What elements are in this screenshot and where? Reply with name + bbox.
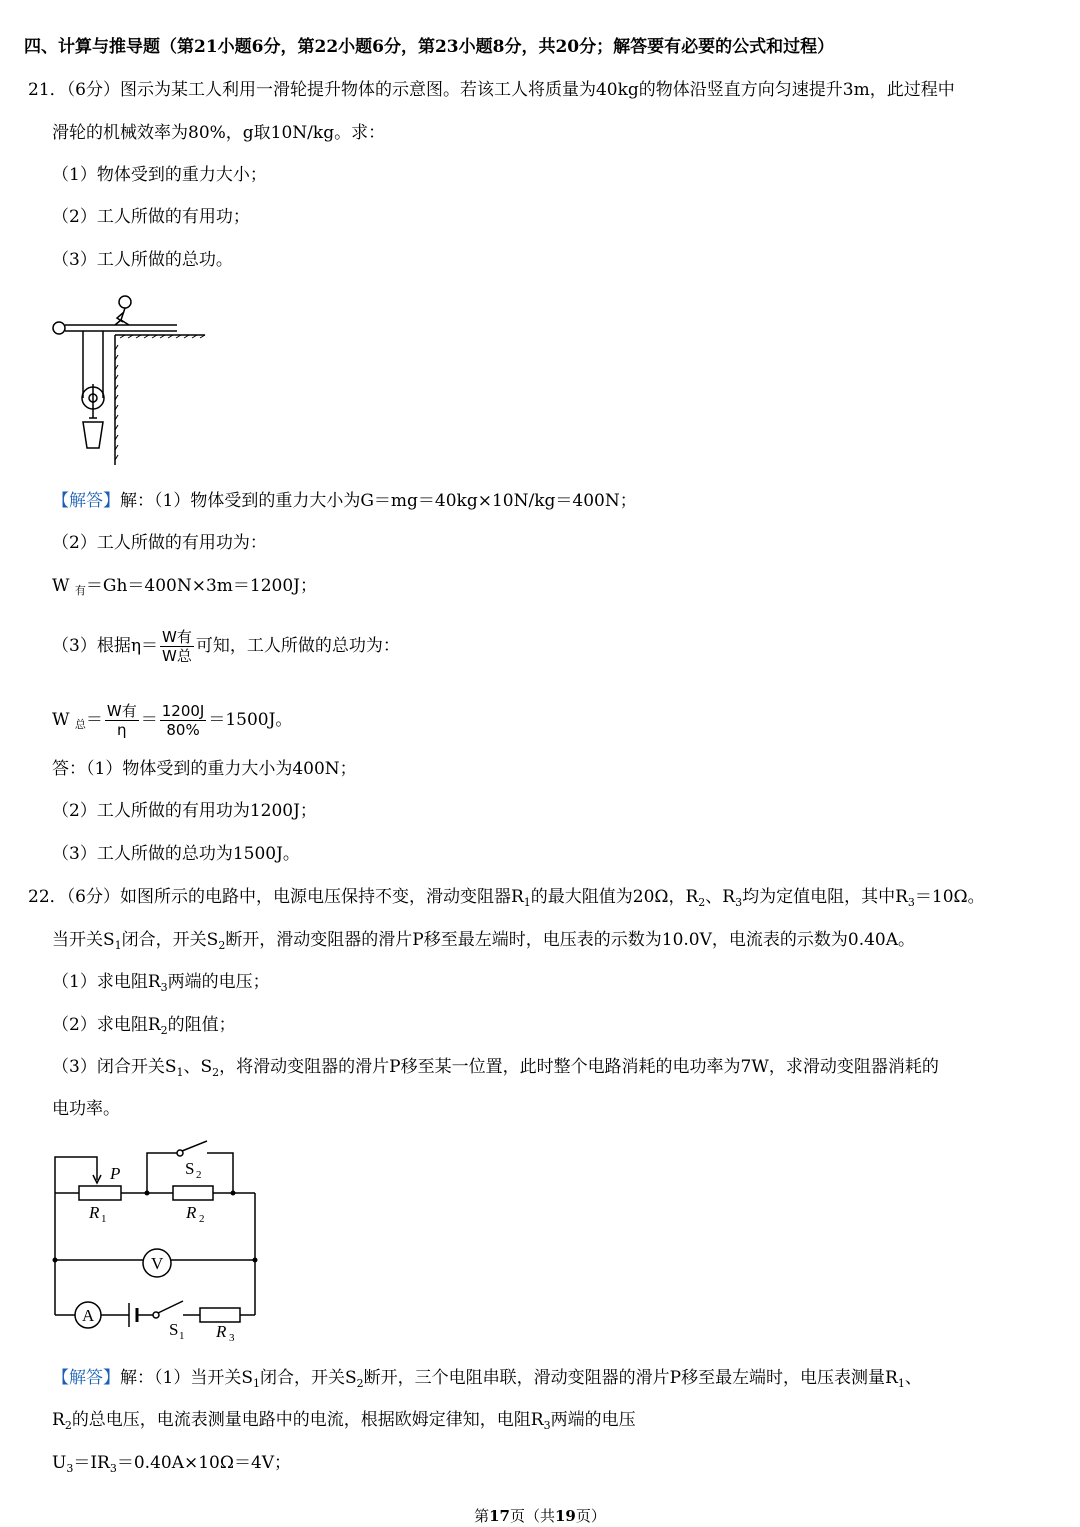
t: 、S [183,1057,213,1077]
q22-sub3 [52,1056,939,1078]
q22-solution-line3 [52,1452,291,1474]
subscript: 2 [356,1377,364,1390]
fraction-numerator: W有 [162,628,192,646]
subscript: 3 [735,896,743,909]
answer-tag: 【解答】 [52,491,120,511]
label-r1: R [89,1203,100,1222]
label-s2-sub: 2 [196,1169,202,1181]
q21-stem-line2: 滑轮的机械效率为80%，g取10N/kg。求： [52,123,386,143]
q21-answer-line2: （2）工人所做的有用功为1200J； [52,801,317,821]
q21-solution-line4 [52,624,400,668]
t: 断开，三个电阻串联，滑动变阻器的滑片P移至最左端时，电压表测量R [363,1368,898,1388]
t: 的最大阻值为20Ω，R [530,887,699,907]
label-s1: S [169,1320,179,1339]
label-r3: R [216,1322,227,1341]
t: 22．（6分）如图所示的电路中，电源电压保持不变，滑动变阻器R [28,887,524,907]
t: 断开，滑动变阻器的滑片P移至最左端时，电压表的示数为10.0V，电流表的示数为0.40A。 [225,930,916,950]
q21-sol3-rest: ＝Gh＝400N×3m＝1200J； [85,576,318,596]
ammeter-label: A [82,1306,95,1325]
subscript: 3 [543,1419,551,1432]
page-number: 17 [489,1507,510,1525]
label-r1-sub: 1 [101,1213,107,1225]
t: 、R [705,887,736,907]
t: U [52,1453,67,1473]
q22-solution-line2 [52,1409,636,1431]
t: ＝0.40A×10Ω＝4V； [116,1453,292,1473]
label-r3-sub: 3 [229,1332,235,1344]
t: 均为定值电阻，其中R [742,887,908,907]
t: 解：（1）当开关S [120,1368,253,1388]
equals: ＝ [85,710,103,730]
q21-answer-line3: （3）工人所做的总功为1500J。 [52,844,300,864]
pulley-diagram [45,290,215,470]
q21-sol4-pre: （3）根据η＝ [52,636,159,656]
q21-answer-line1: 答：（1）物体受到的重力大小为400N； [52,759,357,779]
q22-stem-line2 [52,929,915,951]
equals: ＝ [140,710,158,730]
q21-solution-line5 [52,698,292,747]
q21-stem-line1: 21．（6分）图示为某工人利用一滑轮提升物体的示意图。若该工人将质量为40kg的物体沿竖直方向匀速提升3m，此过程中 [28,80,955,100]
t: 的总电压，电流表测量电路中的电流，根据欧姆定律知，电阻R [71,1410,544,1430]
label-r2-sub: 2 [199,1213,205,1225]
q21-solution-line1 [52,490,637,512]
q22-stem-line1 [28,886,985,908]
subscript: 2 [698,896,706,909]
fraction-numerator: W有 [106,702,137,720]
value-fraction [160,702,207,739]
t: ＝IR [73,1453,110,1473]
subscript: 2 [212,1066,220,1079]
t: ＝10Ω。 [914,887,985,907]
subscript: 3 [66,1462,74,1475]
page-footer [0,1505,1080,1526]
q22-sub1 [52,971,270,993]
subscript: 1 [252,1377,260,1390]
subscript: 1 [176,1066,184,1079]
efficiency-fraction [160,628,194,665]
w-subscript: 总 [74,718,86,731]
voltmeter-label: V [151,1254,164,1273]
label-s2: S [185,1159,195,1178]
t: 第 [474,1507,490,1525]
section-title: 四、计算与推导题（第21小题6分，第22小题6分，第23小题8分，共20分；解答要有必要的公式和过程） [24,37,835,57]
t: （1）求电阻R [52,972,161,992]
q21-sol1-text: 解：（1）物体受到的重力大小为G＝mg＝40kg×10N/kg＝400N； [120,491,637,511]
subscript: 3 [160,981,168,994]
q21-solution-line2: （2）工人所做的有用功为： [52,533,267,553]
t: 页） [575,1507,606,1525]
t: 两端的电压； [167,972,270,992]
fraction-denominator: η [117,721,127,739]
q21-sol4-post: 可知，工人所做的总功为： [195,636,400,656]
subscript: 1 [114,939,122,952]
q21-sol5-post: ＝1500J。 [208,710,293,730]
total-pages: 19 [555,1507,576,1525]
q21-sub3: （3）工人所做的总功。 [52,250,233,270]
label-p: P [110,1164,121,1183]
label-r2: R [186,1203,197,1222]
t: 的阻值； [167,1015,236,1035]
t: 闭合，开关S [259,1368,357,1388]
t: 两端的电压 [550,1410,636,1430]
circuit-diagram [45,1135,265,1350]
t: 页（共 [509,1507,555,1525]
fraction-denominator: W总 [162,647,192,665]
subscript: 1 [897,1377,905,1390]
t: 闭合，开关S [121,930,219,950]
fraction-numerator: 1200J [161,702,205,720]
q22-solution-line1 [52,1367,922,1389]
q21-solution-line3 [52,575,317,602]
answer-tag: 【解答】 [52,1368,120,1388]
q22-sub3-cont: 电功率。 [52,1099,120,1119]
subscript: 2 [160,1024,168,1037]
label-s1-sub: 1 [179,1330,185,1342]
t: 、 [904,1368,922,1388]
w-subscript: 有 [74,584,86,597]
w-symbol: W [52,576,70,596]
t: （3）闭合开关S [52,1057,177,1077]
fraction-denominator: 80% [166,721,200,739]
q22-sub2 [52,1014,236,1036]
w-symbol: W [52,710,70,730]
t: （2）求电阻R [52,1015,161,1035]
q21-sub2: （2）工人所做的有用功； [52,207,250,227]
t: ，将滑动变阻器的滑片P移至某一位置，此时整个电路消耗的电功率为7W，求滑动变阻器消耗的 [219,1057,939,1077]
t: R [52,1410,65,1430]
q21-sub1: （1）物体受到的重力大小； [52,165,267,185]
subscript: 3 [109,1462,117,1475]
subscript: 2 [218,939,226,952]
subscript: 3 [907,896,915,909]
total-work-fraction [105,702,139,739]
subscript: 2 [64,1419,72,1432]
subscript: 1 [523,896,531,909]
t: 当开关S [52,930,115,950]
